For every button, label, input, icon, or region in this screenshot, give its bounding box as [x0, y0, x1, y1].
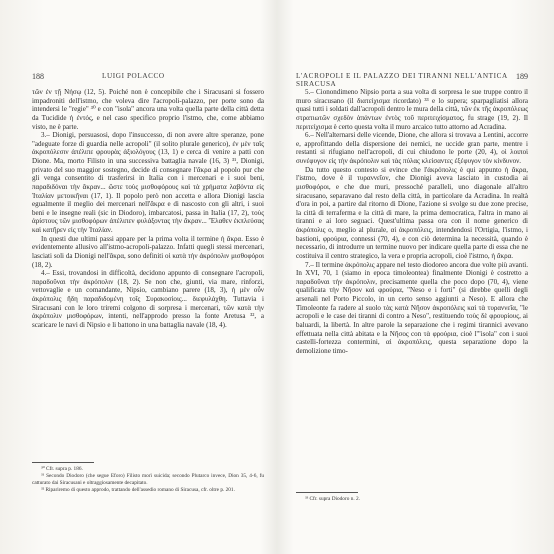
footnote: ³¹ Secondo Diodoro (che segue Eforo) Filisto morì suicida; secondo Plutarco invece, Dion 35, 4-6, fu catturato dai Siracusani e oltraggiosamente decapitato.	[32, 473, 264, 486]
paragraph: In questi due ultimi passi appare per la prima volta il termine ἡ ἄκρα. Esso è evidentemente allusivo all'istmo-acropoli-palazzo. Infatti quegli stessi mercenari, lasciati soli da Dionigi nell'ἄκρα, sono definiti οἱ κατὰ τὴν ἀκρόπολιν μισθοφόροι (18, 2).	[32, 234, 264, 269]
right-footnotes	[296, 496, 528, 503]
paragraph: τῶν ἐν τῇ Νήσῳ (12, 5). Poiché non è concepibile che i Siracusani si fossero impadroniti dell'istmo, che voleva dire l'acropoli-palazzo, per porte sono da intendersi le "regie" ³⁰ e con "isola" ancora una volta quella parte della città detta da Tucidide ἡ ἐντός, e nel caso specifico proprio l'istmo, che, come abbiamo visto, ne è parte.	[32, 88, 264, 131]
left-page-number: 188	[32, 72, 44, 81]
left-body-text	[32, 88, 264, 330]
paragraph: 6.– Nell'alternarsi delle vicende, Dione, che allora si trovava a Lentini, accorre e, approfittando della dispersione dei nemici, ne uccide gran parte, mentre i restanti si rifugiano nell'acropoli, di cui chiudono le porte (20, 4), οἱ λοιποὶ συνέφυγον εἰς τὴν ἀκρόπολιν καὶ τὰς πύλας κλείσαντες ἐξέφυγον τὸν κίνδυνον.	[296, 131, 528, 165]
paragraph: 5.– Cionondimeno Nipsio porta a sua volta di sorpresa le sue truppe contro il muro siracusano (il διατείχισμα ricordato) ³³ e lo supera; sparpagliatisi allora quasi tutti i soldati dall'acropoli dentro le mura della città, τῶν ἐκ τῆς ἀκροπόλεως στρατιωτῶν σχεδὸν ἁπάντων ἐντὸς τοῦ περιτειχίσματος, fu strage (19, 2). Il περιτείχισμα è certo questa volta il muro arcaico tutto attorno ad Acradina.	[296, 88, 528, 131]
footnote: ³² Ripariremo di questo approdo, trattando dell'assedio romano di Siracusa, cfr. oltre p. 201.	[41, 487, 235, 494]
right-page-number: 189	[516, 72, 528, 81]
left-footnotes	[32, 466, 264, 495]
footnote-rule	[296, 492, 358, 493]
right-page	[296, 72, 528, 532]
right-body-text	[296, 88, 528, 355]
footnote: ³³ Cfr. supra Diodoro n. 2.	[305, 496, 360, 502]
right-running-head	[296, 72, 528, 88]
paragraph: 7.– Il termine ἀκρόπολις appare nel testo diodoreo ancora due volte più avanti. In XVI, 70, 1 (siamo in epoca timoleontea) finalmente Dionigi è costretto a παραδοῦναι τὴν ἀκρόπολιν, precisamente quella che poco dopo (70, 4), viene qualificata τὴν Νῆσον καὶ φρούρια, "Neso e i forti" (si direbbe quelli degli arsenali nel Porto Piccolo, in un certo senso aggiunti a Neso). E allora che Timoleonte fa radere al suolo τὰς κατὰ Νῆσον ἀκροπόλεις καὶ τὰ τυραννεῖα, "le acropoli e le case dei tiranni di contro a Neso", restituendo τοὺς δὲ φρουρίους, ai baluardi, la libertà. In altre parole la separazione che i regimi tirannici avevano effettuata nella città abitata e la Νῆσος con τὰ φρούρια, cioè l'"isola" con i suoi castelli-fortezza contermini, αἱ ἀκροπόλεις, questa separazione dopo la demolizione timo-	[296, 260, 528, 355]
right-running-title: L'ACROPOLI E IL PALAZZO DEI TIRANNI NELL'ANTICA SIRACUSA	[296, 72, 508, 88]
left-page	[32, 72, 264, 532]
left-running-head	[32, 72, 264, 84]
paragraph: 3.– Dionigi, persuasosi, dopo l'insuccesso, di non avere altre speranze, pone "adeguate forze di guardia nelle acropoli" (il solito plurale generico), ἐν μὲν ταῖς ἀκροπόλεσιν ἀπέλιπε φρουρὰς ἀξιολόγους (13, 1) e cerca di venire a patti con Dione. Ma, morto Filisto in una successiva battaglia navale (16, 3) ³¹, Dionigi, privato del suo maggior sostegno, decide di consegnare l'ἄκρα al popolo pur che gli venga consentito di trasferirsi in Italia con i mercenari e i suoi beni, παραδιδόναι τὴν ἄκραν... ὥστε τοὺς μισθοφόρους καὶ τὰ χρήματα λαβόντα εἰς Ἰταλίαν μετοικῆναι (17, 1). Il popolo però non accetta e allora Dionigi lascia egualmente il meglio dei mercenari nell'ἄκρα e di nascosto con gli altri, i suoi beni e le insegne reali (sic in Diodoro), imbarcatosi, passa in Italia (17, 2), τοὺς ἀρίστους τῶν μισθοφόρων ἀπέλιπεν φυλάξοντας τὴν ἄκραν... Ἔλαθεν ἐκπλεύσας καὶ κατῆρεν εἰς τὴν Ἰταλίαν.	[32, 131, 264, 234]
footnote: ³⁰ Cfr. supra p. 186.	[41, 466, 83, 472]
footnote-rule	[32, 462, 94, 463]
paragraph: Da tutto questo contesto si evince che l'ἀκρόπολις è qui appunto ἡ ἄκρα, l'istmo, dove è il τυραννεῖον, che Dionigi aveva lasciato in custodia ai μισθοφόροι, e che due muri, pressoché paralleli, uno diagonale all'altro siracusano, separavano dal resto della città, in particolare da Acradina. In realtà d'ora in poi, a partire dal ritorno di Dione, l'azione si svolge su due zone precise, la città di terraferma e la città di mare, la prima democratica, l'altra in mano ai tiranni e ai loro seguaci. Quest'ultima passa ora con il nome generico di ἀκρόπολις o, meglio al plurale, αἱ ἀκροπόλεις, intendendosi l'Ortigia, l'istmo, i bastioni, φρούρια, connessi (70, 4), e con ciò determina la necessità, quando è necessario, di introdurre un termine nuovo per indicare quella parte di essa che ne costituiva il centro strategico, la vera e propria acropoli, cioè l'istmo, ἡ ἄκρα.	[296, 165, 528, 260]
left-running-title: LUIGI POLACCO	[102, 72, 165, 80]
paragraph: 4.– Essi, trovandosi in difficoltà, decidono appunto di consegnare l'acropoli, παραδοῦναι τὴν ἀκρόπολιν (18, 2). Se non che, giunti, via mare, rinforzi, vettovaglie e un comandante, Nipsio, cambiano parere (18, 3), ἡ μὲν οὖν ἀκρόπολις ἤδη παραδιδομένη τοῖς Συρακοσίοις... διεφυλάχθη. Tuttavia i Siracusani con le loro triremi colgono di sorpresa i mercenari, τῶν κατὰ τὴν ἀκρόπολιν μισθοφόρων, intenti, nell'approdo presso la fonte Aretusa ³², a scaricare le navi di Nipsio e li battono in una battaglia navale (18, 4).	[32, 269, 264, 329]
